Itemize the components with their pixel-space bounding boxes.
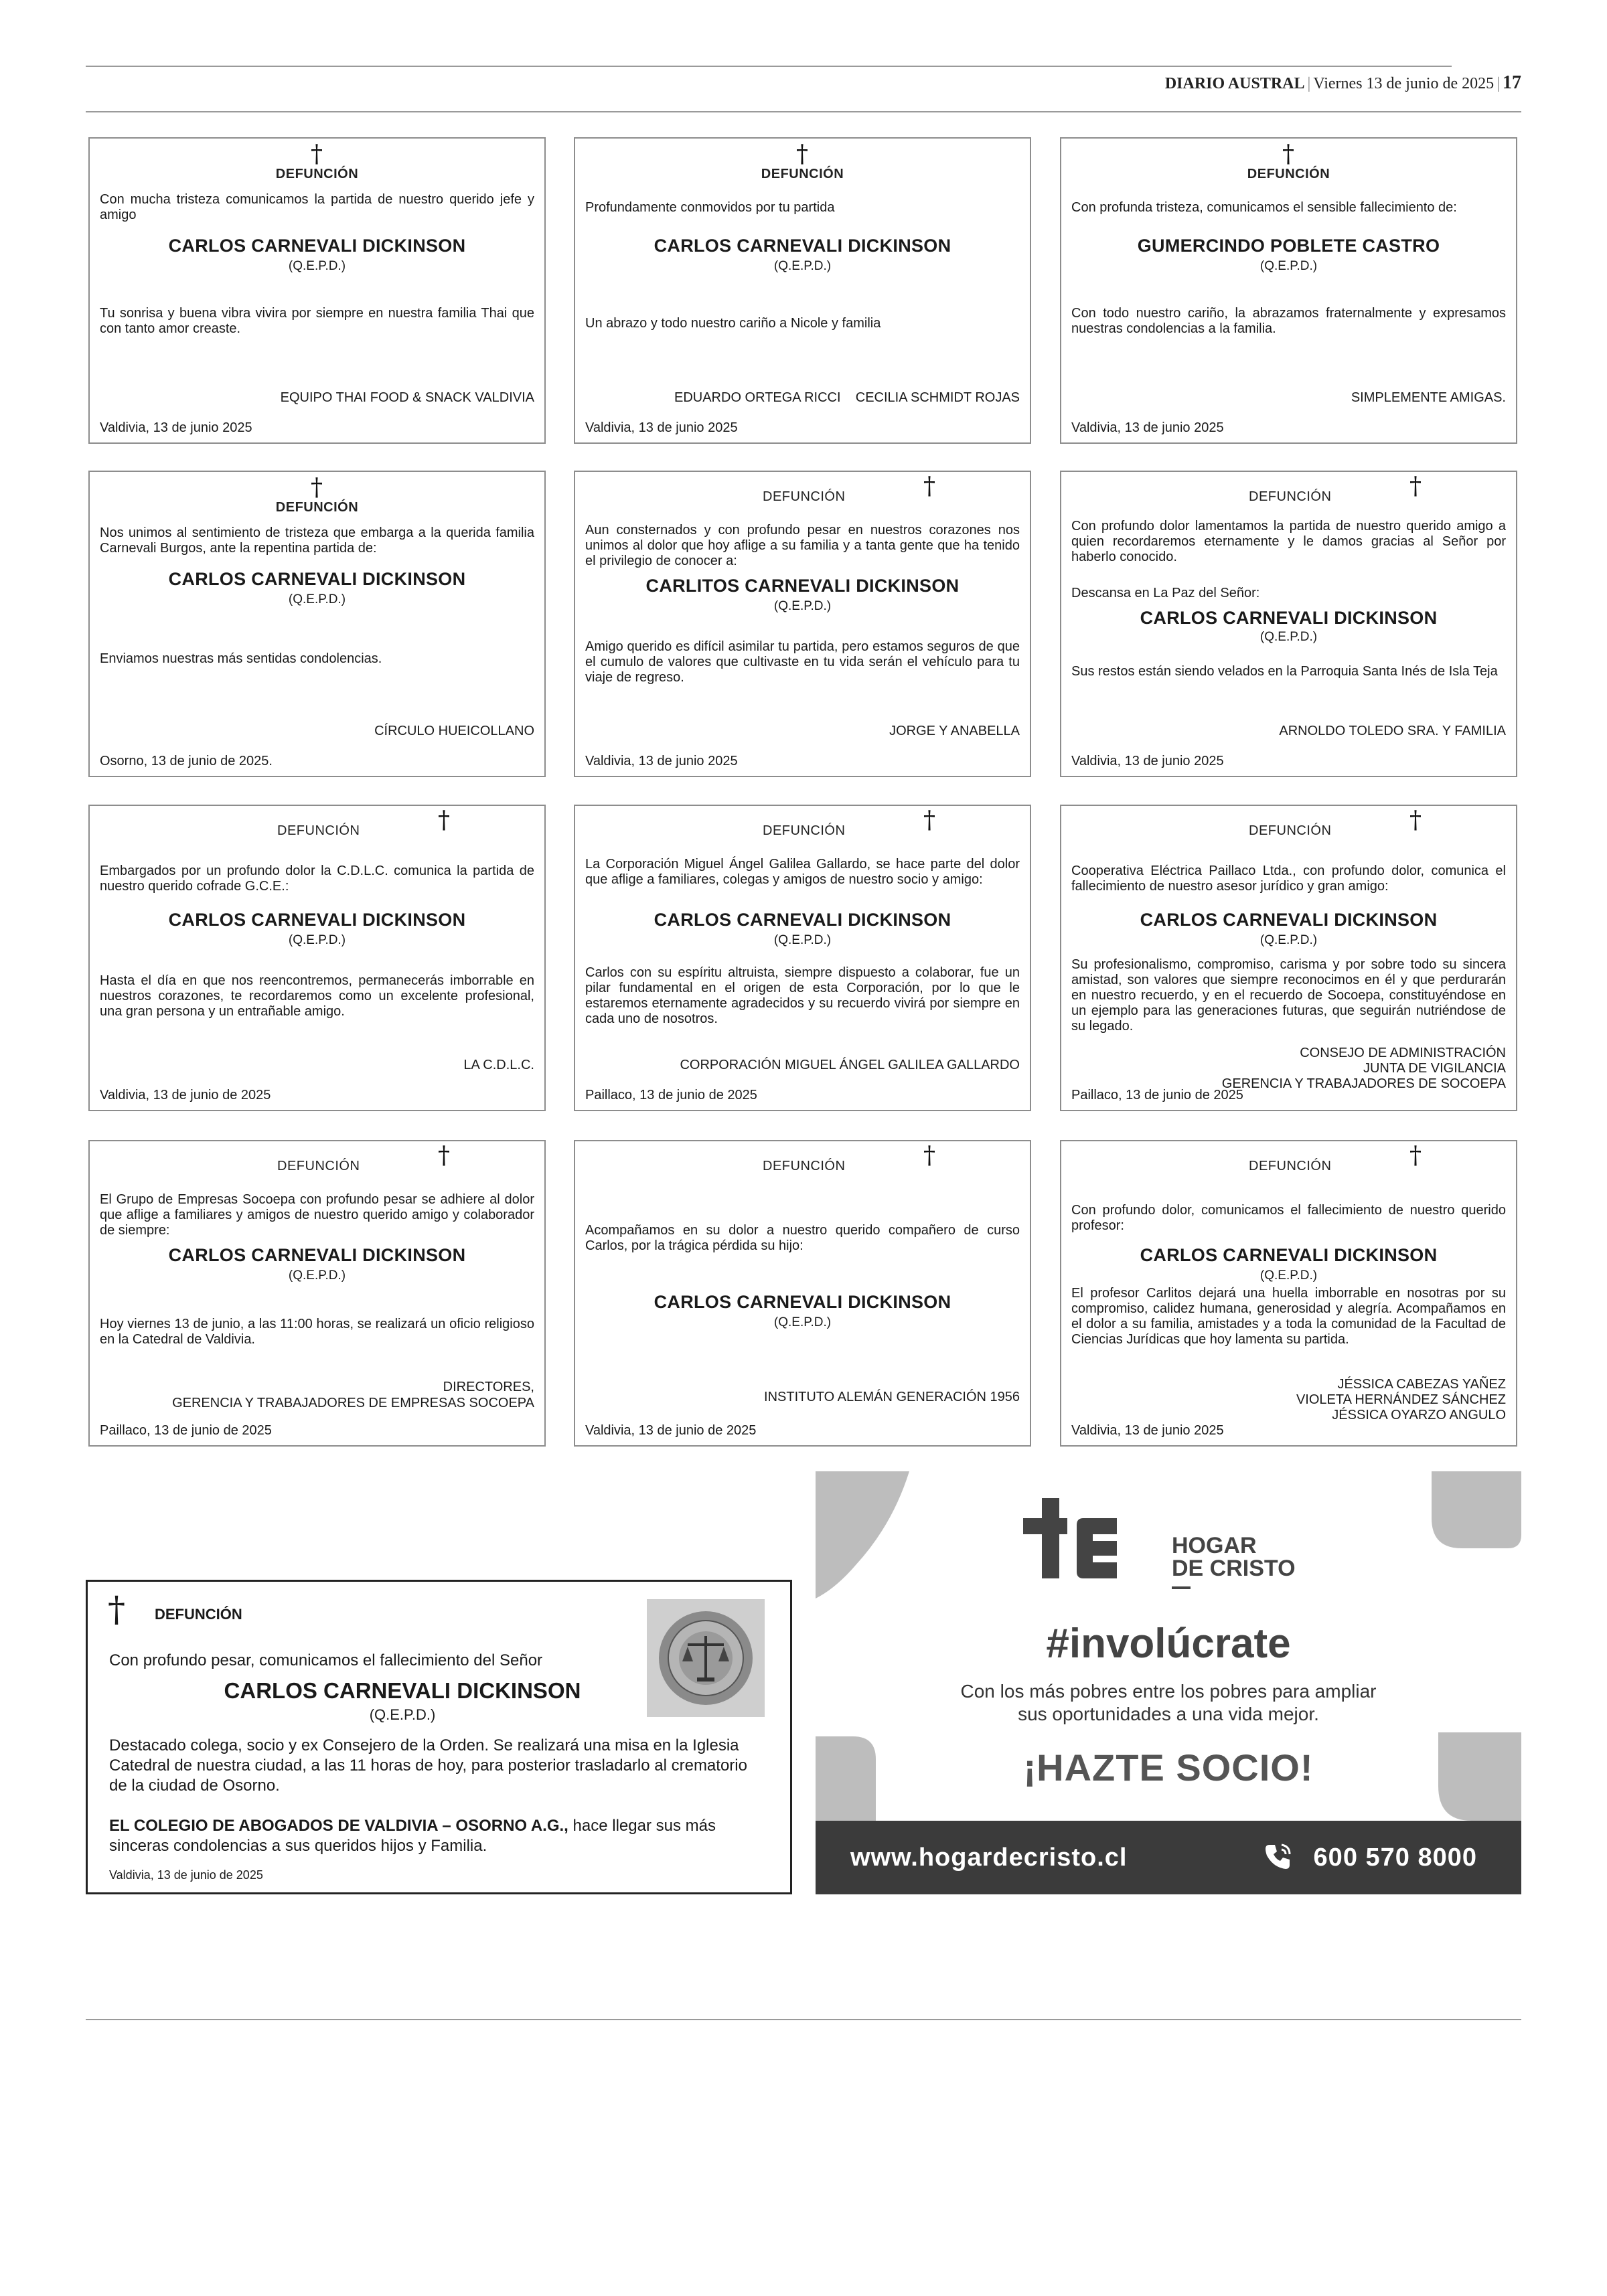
notice-date: Valdivia, 13 de junio 2025 <box>1071 420 1224 435</box>
notice-date: Valdivia, 13 de junio de 2025 <box>585 1423 757 1438</box>
notice-label: DEFUNCIÓN <box>275 500 359 515</box>
notice-label: DEFUNCIÓN <box>763 489 846 504</box>
qepd-text: (Q.E.P.D.) <box>1259 1268 1318 1283</box>
notice-body: Sus restos están siendo velados en la Parroquia Santa Inés de Isla Teja <box>1071 664 1498 679</box>
cross-icon: † <box>311 474 323 501</box>
cross-icon: † <box>1409 473 1422 500</box>
ad-hashtag: #involúcrate <box>1046 1621 1291 1667</box>
deceased-name: CARLOS CARNEVALI DICKINSON <box>168 1245 466 1265</box>
qepd-text: (Q.E.P.D.) <box>288 1268 346 1283</box>
notice-label: DEFUNCIÓN <box>761 167 844 181</box>
obituary-notice <box>88 1140 546 1447</box>
page-header: DIARIO AUSTRAL | Viernes 13 de junio de 2025 | 17 <box>1164 72 1521 93</box>
notice-date: Valdivia, 13 de junio de 2025 <box>109 1868 263 1882</box>
ad-phone-number[interactable]: 600 570 8000 <box>1313 1843 1477 1872</box>
hogar-de-cristo-logo-icon <box>1023 1498 1117 1578</box>
top-rule <box>86 66 1452 67</box>
deceased-name: CARLOS CARNEVALI DICKINSON <box>224 1678 581 1703</box>
cross-icon: † <box>1409 1142 1422 1169</box>
tagline-line-2: sus oportunidades a una vida mejor. <box>1018 1704 1319 1724</box>
notice-body: Destacado colega, socio y ex Consejero de la Orden. Se realizará una misa en la Iglesia Catedral de nuestra ciudad, a las 11 horas de hoy, para posterior trasladarlo al crematorio de la ciudad de Osorno. <box>109 1736 747 1795</box>
notice-signature: LA C.D.L.C. <box>463 1058 534 1072</box>
logo-dash <box>1172 1586 1191 1589</box>
notice-signature: CÍRCULO HUEICOLLANO <box>374 724 534 738</box>
notice-date: Valdivia, 13 de junio 2025 <box>1071 1423 1224 1438</box>
notice-body: Su profesionalismo, compromiso, carisma y por sobre todo su sincera amistad, son valores que siempre reconocimos en él y que perdurarán en nuestro recuerdo, y en el recuerdo de Socoepa, constituyéndose en un ejemplo para las generaciones futuras, que seguirán nutriéndose de su legado. <box>1071 957 1506 1034</box>
notice-label: DEFUNCIÓN <box>763 823 846 838</box>
notice-label: DEFUNCIÓN <box>277 1159 360 1173</box>
cross-icon: † <box>923 1142 935 1169</box>
notice-label: DEFUNCIÓN <box>763 1159 846 1173</box>
deceased-name: CARLOS CARNEVALI DICKINSON <box>168 910 466 930</box>
deceased-name: GUMERCINDO POBLETE CASTRO <box>1137 236 1440 256</box>
qepd-text: (Q.E.P.D.) <box>1259 933 1318 947</box>
ad-tagline <box>816 1680 1521 1726</box>
notice-body: Hoy viernes 13 de junio, a las 11:00 horas, se realizará un oficio religioso en la Catedral de Valdivia. <box>100 1317 534 1347</box>
deceased-name: CARLOS CARNEVALI DICKINSON <box>1140 910 1438 930</box>
cross-icon: † <box>1282 141 1294 168</box>
qepd-text: (Q.E.P.D.) <box>1259 630 1318 644</box>
notice-date: Osorno, 13 de junio de 2025. <box>100 754 273 768</box>
notice-signature: CONSEJO DE ADMINISTRACIÓN JUNTA DE VIGILANCIA GERENCIA Y TRABAJADORES DE SOCOEPA <box>1221 1046 1506 1091</box>
notice-signature: EDUARDO ORTEGA RICCI CECILIA SCHMIDT ROJAS <box>674 390 1020 405</box>
cross-icon: † <box>923 473 935 500</box>
notice-date: Paillaco, 13 de junio de 2025 <box>100 1423 272 1438</box>
notice-label: DEFUNCIÓN <box>1249 1159 1332 1173</box>
notice-date: Valdivia, 13 de junio de 2025 <box>100 1088 271 1102</box>
notice-intro: Con profundo dolor, comunicamos el fallecimiento de nuestro querido profesor: <box>1071 1203 1506 1233</box>
notice-signature: JORGE Y ANABELLA <box>889 724 1020 738</box>
notice-label: DEFUNCIÓN <box>1249 823 1332 838</box>
obituary-notice <box>574 805 1031 1111</box>
newspaper-name: DIARIO AUSTRAL <box>1164 75 1305 92</box>
obituary-notice <box>574 1140 1031 1447</box>
notice-body: El profesor Carlitos dejará una huella imborrable en nosotras por su compromiso, calidez humana, generosidad y alegría. Acompañamos en el dolor a su familia, amistades y a toda la comunidad de la Facultad de Ciencias Jurídicas que hoy lamenta su partida. <box>1071 1286 1506 1347</box>
notice-label: DEFUNCIÓN <box>277 823 360 838</box>
notice-intro: Cooperativa Eléctrica Paillaco Ltda., con profundo dolor, comunica el fallecimiento de nuestro asesor jurídico y gran amigo: <box>1071 864 1506 894</box>
deceased-name: CARLOS CARNEVALI DICKINSON <box>654 1292 951 1312</box>
notice-date: Valdivia, 13 de junio 2025 <box>100 420 252 435</box>
ad-logo-text <box>1172 1534 1296 1589</box>
qepd-text: (Q.E.P.D.) <box>773 599 832 613</box>
notice-signature: SIMPLEMENTE AMIGAS. <box>1351 390 1506 405</box>
obituary-notice <box>88 137 546 444</box>
notice-body: Amigo querido es difícil asimilar tu partida, pero estamos seguros de que el cumulo de valores que cultivaste en tu vida serán el vehículo para tu viaje de regreso. <box>585 639 1020 685</box>
deceased-name: CARLOS CARNEVALI DICKINSON <box>654 236 951 256</box>
deceased-name: CARLOS CARNEVALI DICKINSON <box>1140 608 1438 628</box>
page-number: 17 <box>1503 72 1521 93</box>
notice-label: DEFUNCIÓN <box>1249 489 1332 504</box>
notice-intro: La Corporación Miguel Ángel Galilea Gallardo, se hace parte del dolor que aflige a familiares, colegas y amigos de nuestro socio y amigo: <box>585 857 1020 887</box>
logo-line-1: HOGAR <box>1172 1533 1257 1558</box>
cross-icon: † <box>438 807 450 834</box>
notice-body: Un abrazo y todo nuestro cariño a Nicole y familia <box>585 316 881 331</box>
notice-intro: Profundamente conmovidos por tu partida <box>585 200 835 215</box>
notice-signature: EQUIPO THAI FOOD & SNACK VALDIVIA <box>280 390 534 405</box>
obituary-notice <box>574 137 1031 444</box>
hogar-de-cristo-ad[interactable] <box>816 1471 1521 1894</box>
bottom-rule <box>86 2019 1521 2020</box>
notice-body: Hasta el día en que nos reencontremos, permanecerás imborrable en nuestros corazones, te recordaremos como un excelente profesional, una gran persona y un entrañable amigo. <box>100 973 534 1019</box>
notice-date: Valdivia, 13 de junio 2025 <box>585 420 738 435</box>
header-rule <box>86 111 1521 112</box>
closing-text: hace llegar sus más sinceras condolencias a sus queridos hijos y Familia. <box>109 1817 716 1855</box>
notice-date: Paillaco, 13 de junio de 2025 <box>585 1088 757 1102</box>
cross-icon: † <box>923 807 935 834</box>
notice-signature: INSTITUTO ALEMÁN GENERACIÓN 1956 <box>764 1390 1020 1404</box>
qepd-text: (Q.E.P.D.) <box>773 1315 832 1329</box>
obituary-notice <box>88 805 546 1111</box>
cross-icon: † <box>438 1142 450 1169</box>
obituary-notice <box>88 471 546 777</box>
closing-organization: EL COLEGIO DE ABOGADOS DE VALDIVIA – OSORNO A.G., <box>109 1817 568 1835</box>
notice-intro: El Grupo de Empresas Socoepa con profundo pesar se adhiere al dolor que aflige a familiares y amigos de nuestro querido amigo y colaborador de siempre: <box>100 1192 534 1238</box>
notice-intro: Aun consternados y con profundo pesar en nuestros corazones nos unimos al dolor que hoy aflige a su familia y a tanta gente que ha tenido el privilegio de conocer a: <box>585 523 1020 568</box>
deceased-name: CARLITOS CARNEVALI DICKINSON <box>645 576 960 596</box>
notice-intro: Embargados por un profundo dolor la C.D.L.C. comunica la partida de nuestro querido cofrade G.C.E.: <box>100 864 534 894</box>
notice-signature: DIRECTORES, GERENCIA Y TRABAJADORES DE EMPRESAS SOCOEPA <box>172 1380 534 1410</box>
ad-cta[interactable]: ¡HAZTE SOCIO! <box>1023 1746 1314 1789</box>
obituary-notice <box>1060 471 1517 777</box>
cross-icon: † <box>108 1590 125 1630</box>
cross-icon: † <box>796 141 808 168</box>
obituary-notice <box>1060 1140 1517 1447</box>
qepd-text: (Q.E.P.D.) <box>288 259 346 273</box>
cross-icon: † <box>1409 807 1422 834</box>
notice-body: Enviamos nuestras más sentidas condolencias. <box>100 651 382 666</box>
qepd-text: (Q.E.P.D.) <box>288 933 346 947</box>
notice-date: Valdivia, 13 de junio 2025 <box>1071 754 1224 768</box>
notice-signature: CORPORACIÓN MIGUEL ÁNGEL GALILEA GALLARDO <box>680 1058 1020 1072</box>
notice-intro: Con profundo dolor lamentamos la partida de nuestro querido amigo a quien recordaremos eternamente y le damos gracias al Señor por haberlo conocido. <box>1071 519 1506 564</box>
notice-intro: Nos unimos al sentimiento de tristeza que embarga a la querida familia Carnevali Burgos, ante la repentina partida de: <box>100 525 534 556</box>
ad-contact-bar <box>816 1821 1521 1894</box>
ad-website-link[interactable]: www.hogardecristo.cl <box>850 1843 1128 1872</box>
notice-label: DEFUNCIÓN <box>275 167 359 181</box>
notice-label: DEFUNCIÓN <box>155 1606 242 1623</box>
qepd-text: (Q.E.P.D.) <box>369 1706 436 1723</box>
deceased-name: CARLOS CARNEVALI DICKINSON <box>1140 1245 1438 1265</box>
issue-date: Viernes 13 de junio de 2025 <box>1313 75 1495 92</box>
logo-line-2: DE CRISTO <box>1172 1556 1296 1581</box>
qepd-text: (Q.E.P.D.) <box>773 259 832 273</box>
bar-association-obituary <box>86 1580 792 1894</box>
obituary-notice <box>1060 805 1517 1111</box>
deceased-name: CARLOS CARNEVALI DICKINSON <box>654 910 951 930</box>
phone-icon <box>1261 1841 1294 1873</box>
bar-association-seal-icon <box>647 1599 765 1717</box>
obituary-notice <box>574 471 1031 777</box>
notice-intro-2: Descansa en La Paz del Señor: <box>1071 586 1260 600</box>
obituary-notice <box>1060 137 1517 444</box>
notice-body: Con todo nuestro cariño, la abrazamos fraternalmente y expresamos nuestras condolencias a la familia. <box>1071 306 1506 336</box>
notice-intro: Con profunda tristeza, comunicamos el sensible fallecimiento de: <box>1071 200 1457 215</box>
deceased-name: CARLOS CARNEVALI DICKINSON <box>168 236 466 256</box>
notice-date: Paillaco, 13 de junio de 2025 <box>1071 1088 1243 1102</box>
cross-icon: † <box>311 141 323 168</box>
deceased-name: CARLOS CARNEVALI DICKINSON <box>168 569 466 589</box>
notice-body: Carlos con su espíritu altruista, siempre dispuesto a colaborar, fue un pilar fundamental en el origen de esta Corporación, por lo que le estaremos eternamente agradecidos y su recuerdo vivirá por siempre en cada uno de nosotros. <box>585 965 1020 1026</box>
notice-body: Tu sonrisa y buena vibra vivira por siempre en nuestra familia Thai que con tanto amor creaste. <box>100 306 534 336</box>
qepd-text: (Q.E.P.D.) <box>288 592 346 606</box>
notice-intro: Con profundo pesar, comunicamos el fallecimiento del Señor <box>109 1651 543 1669</box>
notice-closing <box>109 1816 769 1856</box>
notice-intro: Acompañamos en su dolor a nuestro querido compañero de curso Carlos, por la trágica pérdida su hijo: <box>585 1223 1020 1253</box>
notice-signature: JÉSSICA CABEZAS YAÑEZ VIOLETA HERNÁNDEZ SÁNCHEZ JÉSSICA OYARZO ANGULO <box>1296 1377 1506 1422</box>
qepd-text: (Q.E.P.D.) <box>1259 259 1318 273</box>
qepd-text: (Q.E.P.D.) <box>773 933 832 947</box>
notice-signature: ARNOLDO TOLEDO SRA. Y FAMILIA <box>1279 724 1506 738</box>
notice-intro: Con mucha tristeza comunicamos la partida de nuestro querido jefe y amigo <box>100 192 534 222</box>
tagline-line-1: Con los más pobres entre los pobres para ampliar <box>960 1681 1377 1702</box>
notice-label: DEFUNCIÓN <box>1247 167 1330 181</box>
notice-date: Valdivia, 13 de junio 2025 <box>585 754 738 768</box>
